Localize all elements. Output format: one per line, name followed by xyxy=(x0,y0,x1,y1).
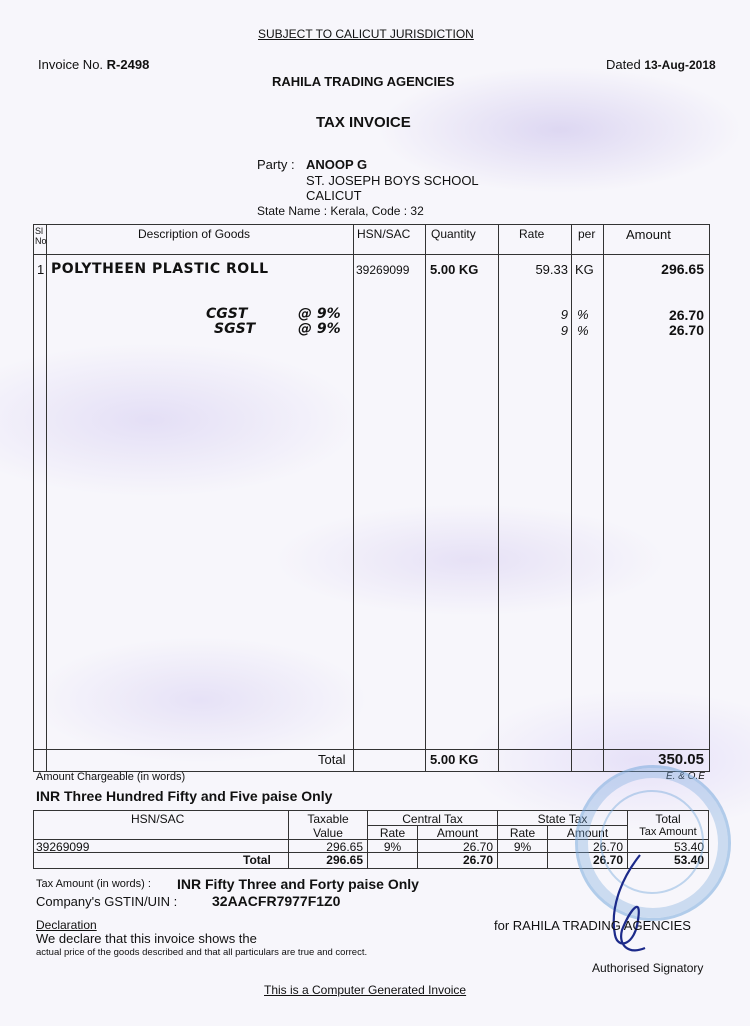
taxtable-header-central: Central Tax xyxy=(402,812,463,826)
col-header-amount: Amount xyxy=(626,227,671,242)
table-top-border xyxy=(33,224,710,225)
amount-in-words: INR Three Hundred Fifty and Five paise Only xyxy=(36,788,333,804)
signature-scribble xyxy=(600,850,660,960)
taxtable-header-samount: Amount xyxy=(566,826,609,840)
taxtotal-label: Total xyxy=(243,853,271,867)
tax-sgst-name: SGST xyxy=(214,321,256,337)
tax-cgst-name: CGST xyxy=(206,306,248,322)
taxrow-hsn: 39269099 xyxy=(36,840,90,854)
col-divider-rate xyxy=(571,224,572,772)
taxrow-camount: 26.70 xyxy=(462,840,493,854)
taxtable-header-crate: Rate xyxy=(379,826,406,840)
tax-sgst-rate: 9 xyxy=(560,323,568,338)
item-amount: 296.65 xyxy=(661,261,704,277)
taxtable-header-state: State Tax xyxy=(537,812,588,826)
taxtotal-samount: 26.70 xyxy=(592,853,623,867)
taxtable-header-taxamount: Tax Amount xyxy=(639,826,697,838)
invoice-no-value: R-2498 xyxy=(106,57,150,72)
col-header-sl-text: Sl xyxy=(35,226,44,236)
invoice-number xyxy=(38,57,149,72)
taxrow-crate: 9% xyxy=(383,840,402,854)
amount-chargeable-label: Amount Chargeable (in words) xyxy=(36,771,186,783)
gstin-label: Company's GSTIN/UIN : xyxy=(36,894,178,909)
state-label: State Name : xyxy=(257,204,328,218)
for-company: for RAHILA TRADING AGENCIES xyxy=(494,918,691,933)
tax-sgst-amount: 26.70 xyxy=(668,322,704,338)
item-sl: 1 xyxy=(37,262,45,277)
jurisdiction-note: SUBJECT TO CALICUT JURISDICTION xyxy=(258,27,474,41)
item-description: POLYTHEEN PLASTIC ROLL xyxy=(51,261,269,277)
tax-cgst-per: % xyxy=(577,307,589,322)
declaration-line-1: We declare that this invoice shows the xyxy=(36,931,257,946)
party-label: Party : xyxy=(257,157,295,172)
taxrow-total: 53.40 xyxy=(673,840,704,854)
col-header-hsn: HSN/SAC xyxy=(357,227,411,241)
taxrow-taxable: 296.65 xyxy=(326,840,363,854)
computer-generated-note: This is a Computer Generated Invoice xyxy=(264,983,467,997)
col-divider-per xyxy=(603,224,604,772)
taxtable-header-taxable: Taxable xyxy=(307,812,349,826)
state-info xyxy=(257,204,424,218)
party-name: ANOOP G xyxy=(306,157,368,172)
col-header-description: Description of Goods xyxy=(138,227,251,241)
item-rate: 59.33 xyxy=(535,262,568,277)
invoice-date xyxy=(606,57,716,72)
authorised-signatory: Authorised Signatory xyxy=(592,961,704,975)
taxtable-header-camount: Amount xyxy=(436,826,479,840)
col-header-quantity: Quantity xyxy=(431,227,476,241)
state-value: Kerala, Code : 32 xyxy=(330,204,424,218)
table-total-border xyxy=(33,749,710,750)
table-left-border xyxy=(33,224,34,772)
tax-words-label: Tax Amount (in words) : xyxy=(36,878,151,890)
taxtotal-taxable: 296.65 xyxy=(326,853,363,867)
party-address-1: ST. JOSEPH BOYS SCHOOL xyxy=(306,173,479,188)
dated-value: 13-Aug-2018 xyxy=(644,58,716,72)
table-header-border xyxy=(33,254,710,255)
col-divider-qty xyxy=(498,224,499,772)
tax-in-words: INR Fifty Three and Forty paise Only xyxy=(177,876,419,892)
tax-sgst-at: @ 9% xyxy=(298,321,341,337)
table-right-border xyxy=(709,224,710,772)
item-per: KG xyxy=(575,262,594,277)
col-header-rate: Rate xyxy=(519,227,545,241)
tax-cgst-rate: 9 xyxy=(560,307,568,322)
tax-sgst-per: % xyxy=(577,323,589,338)
taxtable-header-total: Total xyxy=(655,812,681,826)
invoice-label: Invoice No. xyxy=(38,57,104,72)
taxtable-header-srate: Rate xyxy=(509,826,536,840)
eoe-note: E. & O.E xyxy=(666,771,705,782)
total-quantity: 5.00 KG xyxy=(430,752,479,767)
col-divider-sl xyxy=(46,224,47,772)
col-header-sl-no: No xyxy=(35,236,47,246)
taxtotal-camount: 26.70 xyxy=(462,853,493,867)
taxrow-samount: 26.70 xyxy=(592,840,623,854)
declaration-label: Declaration xyxy=(36,918,97,932)
company-name: RAHILA TRADING AGENCIES xyxy=(272,74,455,89)
taxtable-header-value: Value xyxy=(313,826,343,840)
total-label: Total xyxy=(318,752,346,767)
col-divider-hsn xyxy=(425,224,426,772)
taxtable-header-hsn: HSN/SAC xyxy=(131,812,185,826)
party-address-2: CALICUT xyxy=(306,188,362,203)
document-title: TAX INVOICE xyxy=(316,114,411,131)
gstin-value: 32AACFR7977F1Z0 xyxy=(212,893,341,909)
taxtotal-total: 53.40 xyxy=(673,853,704,867)
item-quantity: 5.00 KG xyxy=(430,262,479,277)
col-divider-desc xyxy=(353,224,354,772)
col-header-per: per xyxy=(578,227,596,241)
declaration-line-2: actual price of the goods described and that all particulars are true and correct. xyxy=(36,947,368,958)
dated-label: Dated xyxy=(606,57,641,72)
taxrow-srate: 9% xyxy=(513,840,532,854)
total-amount: 350.05 xyxy=(658,751,704,768)
tax-cgst-amount: 26.70 xyxy=(668,307,704,323)
col-header-sl xyxy=(35,226,47,246)
item-hsn: 39269099 xyxy=(356,263,410,277)
taxtable-left-border xyxy=(33,810,34,868)
tax-cgst-at: @ 9% xyxy=(298,306,341,322)
